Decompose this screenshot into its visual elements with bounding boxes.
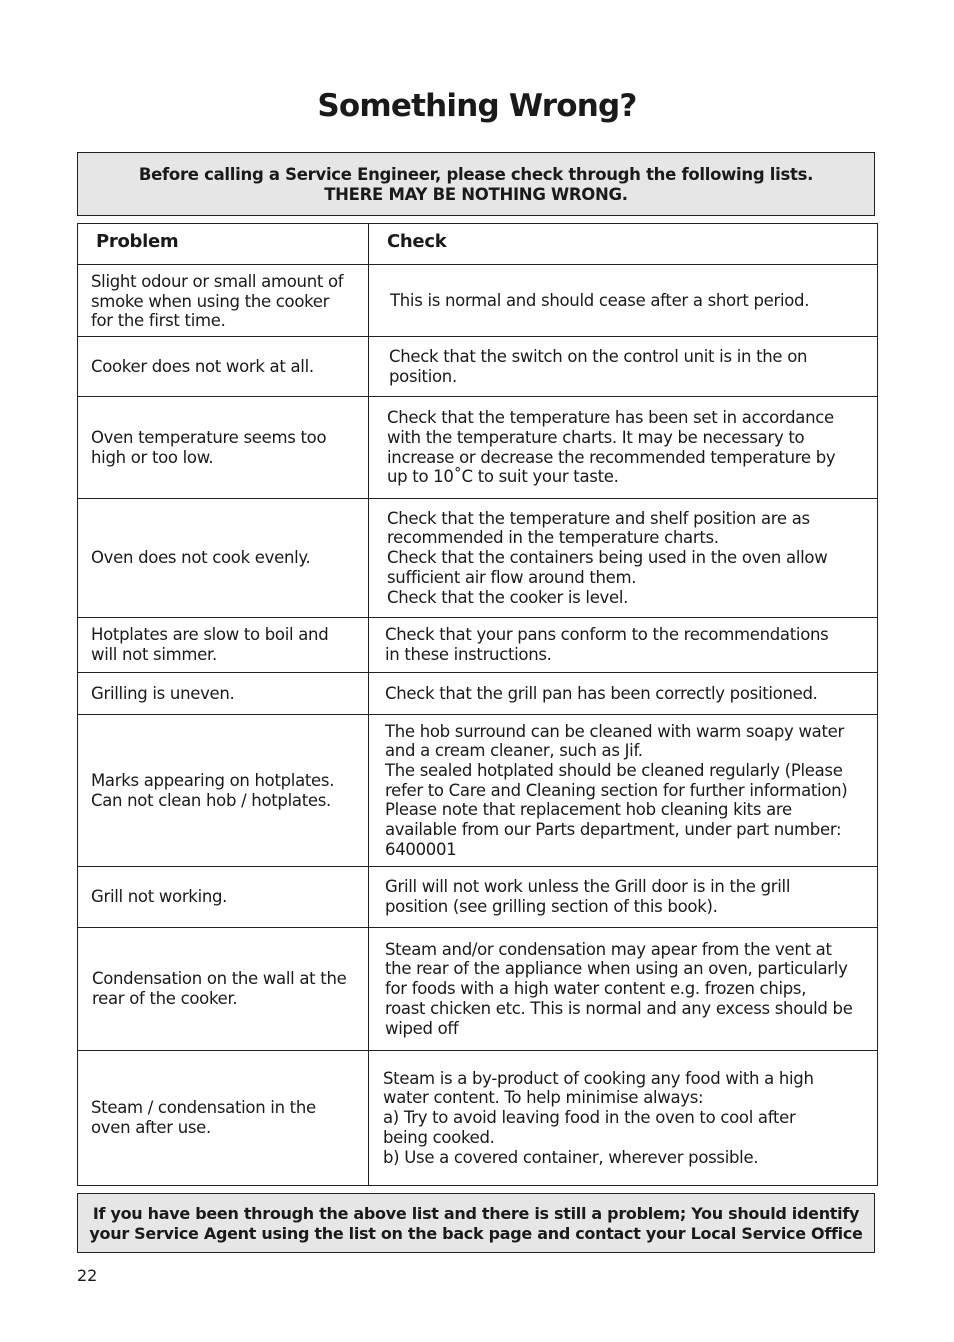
cell-line: and a cream cleaner, such as Jif. [385,741,643,761]
problem-cell [78,499,369,618]
check-cell [369,867,878,928]
problem-cell [78,867,369,928]
table-row [78,715,878,867]
cell-line: for the first time. [91,311,226,331]
cell-line: sufficient air flow around them. [387,567,637,587]
check-column-header: Check [369,224,878,265]
cell-line: Oven temperature seems too [91,427,327,447]
table-header-row [78,224,878,265]
problem-cell [78,1051,369,1186]
notice-line: If you have been through the above list and there is still a problem; You should identify [92,1204,860,1223]
cell-line: Check that the cooker is level. [387,587,629,607]
cell-line: refer to Care and Cleaning section for further information) [385,780,848,800]
problem-cell [78,673,369,715]
cell-line: Grill will not work unless the Grill door is in the grill [385,877,791,897]
notice-line: Before calling a Service Engineer, please check through the following lists. [138,165,814,184]
cell-line: Check that the switch on the control unit is in the on [389,346,808,366]
cell-line: Check that your pans conform to the recommendations [385,625,829,645]
cell-line: Please note that replacement hob cleaning kits are [385,800,792,820]
cell-line: Can not clean hob / hotplates. [91,790,331,810]
table-row [78,928,878,1051]
table-row [78,265,878,337]
cell-line: available from our Parts department, under part number: [385,820,842,840]
table-row [78,1051,878,1186]
check-cell [369,715,878,867]
cell-line: in these instructions. [385,645,552,664]
cell-line: oven after use. [91,1118,211,1137]
cell-line: with the temperature charts. It may be necessary to [387,427,805,447]
check-cell [369,397,878,499]
cell-line: high or too low. [91,447,214,467]
cell-line: for foods with a high water content e.g. frozen chips, [385,979,807,999]
cell-line: recommended in the temperature charts. [387,528,719,548]
cell-line: Check that the containers being used in the oven allow [387,548,828,568]
cell-line: Check that the temperature and shelf position are as [387,508,810,528]
cell-line: the rear of the appliance when using an oven, particularly [385,959,848,979]
cell-line: a) Try to avoid leaving food in the oven to cool after [383,1108,796,1128]
cell-line: position (see grilling section of this book). [385,897,718,916]
cell-line: smoke when using the cooker [91,291,330,311]
cell-line: Marks appearing on hotplates. [91,770,335,790]
problem-cell [78,337,369,397]
cell-line: water content. To help minimise always: [383,1088,704,1108]
table-row [78,867,878,928]
check-cell [369,1051,878,1186]
page-number: 22 [77,1266,98,1285]
table-row [78,499,878,618]
table-row [78,673,878,715]
check-cell [369,337,878,397]
cell-line: 6400001 [385,839,457,859]
cell-line: Steam and/or condensation may apear from the vent at [385,939,832,959]
check-cell [369,618,878,673]
cell-line: This is normal and should cease after a short period. [390,290,810,310]
cell-line: Grilling is uneven. [91,683,235,703]
cell-line: Hotplates are slow to boil and [91,625,329,645]
cell-line: Check that the grill pan has been correctly positioned. [385,683,818,703]
service-agent-notice [77,1193,875,1253]
pre-check-notice [77,152,875,216]
check-cell [369,265,878,337]
cell-line: Cooker does not work at all. [91,356,314,376]
cell-line: being cooked. [383,1127,495,1147]
cell-line: roast chicken etc. This is normal and any excess should be [385,998,853,1018]
cell-line: Steam is a by-product of cooking any food with a high [383,1068,814,1088]
problem-cell [78,618,369,673]
cell-line: Grill not working. [91,887,228,907]
check-cell [369,928,878,1051]
problem-cell [78,928,369,1051]
problem-cell [78,397,369,499]
problem-cell [78,715,369,867]
cell-line: Slight odour or small amount of [91,271,344,291]
cell-line: rear of the cooker. [92,989,238,1008]
cell-line: Condensation on the wall at the [92,969,347,989]
cell-line: Check that the temperature has been set in accordance [387,408,834,428]
check-cell [369,673,878,715]
cell-line: The sealed hotplated should be cleaned regularly (Please [385,760,843,780]
notice-line: your Service Agent using the list on the back page and contact your Local Service Office [89,1224,863,1243]
cell-line: will not simmer. [91,645,217,664]
cell-line: position. [389,366,457,386]
cell-line: Steam / condensation in the [91,1098,316,1118]
problem-column-header: Problem [78,224,369,265]
cell-line: b) Use a covered container, wherever possible. [383,1147,759,1167]
page-title: Something Wrong? [317,88,637,124]
cell-line: Oven does not cook evenly. [91,548,311,568]
cell-line: The hob surround can be cleaned with warm soapy water [385,721,844,741]
table-row [78,397,878,499]
problem-cell [78,265,369,337]
check-cell [369,499,878,618]
cell-line: wiped off [385,1018,459,1038]
notice-line: THERE MAY BE NOTHING WRONG. [324,185,628,204]
table-row [78,337,878,397]
troubleshooting-table [77,223,878,1186]
cell-line: increase or decrease the recommended temperature by [387,447,836,467]
cell-line: up to 10˚C to suit your taste. [387,467,619,487]
table-row [78,618,878,673]
